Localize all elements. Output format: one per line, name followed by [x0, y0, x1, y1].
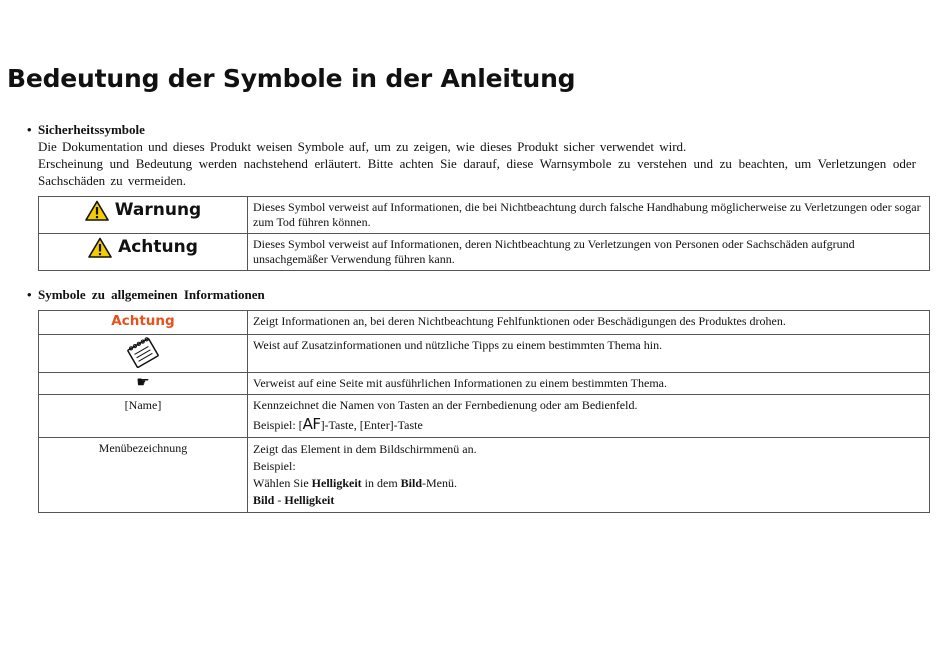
page-title: Bedeutung der Symbole in der Anleitung — [7, 64, 576, 93]
warnung-text: Warnung — [114, 200, 202, 220]
safety-paragraph-1: Die Dokumentation und dieses Produkt weisen Symbole auf, um zu zeigen, wie dieses Produkt sicher verwendet wird. — [38, 139, 687, 154]
table-row — [39, 438, 930, 513]
path-bild: Bild — [253, 493, 275, 507]
safety-heading-text: Sicherheitssymbole — [38, 122, 145, 137]
safety-section — [27, 121, 916, 189]
general-heading — [27, 286, 916, 303]
safety-paragraph-2: Erscheinung und Bedeutung werden nachstehend erläutert. Bitte achten Sie darauf, diese Warnsymbole zu verstehen und zu beachten, um Verletzungen oder Sachschäden zu vermeiden. — [38, 156, 916, 188]
safety-heading — [27, 121, 916, 138]
bullet-icon: • — [27, 122, 32, 137]
achtung-text: Achtung — [118, 237, 198, 257]
symbol-cell — [39, 234, 248, 271]
path-helligkeit: Helligkeit — [284, 493, 335, 507]
ex-mid: in dem — [361, 476, 401, 490]
symbol-cell — [39, 373, 248, 395]
table-row — [39, 373, 930, 395]
warnung-label — [85, 200, 201, 221]
ex-bild: Bild — [400, 476, 423, 490]
symbol-cell: Menübezeichnung — [39, 438, 248, 513]
general-section — [27, 286, 916, 303]
example-prefix: Beispiel: [ — [253, 418, 303, 432]
description-cell: Dieses Symbol verweist auf Informationen, deren Nichtbeachtung zu Verletzungen von Personen oder Sachschäden aufgrund unsachgemäßer Verwendung führen kann. — [248, 234, 930, 271]
symbol-cell: [Name] — [39, 395, 248, 438]
warning-triangle-icon — [88, 237, 112, 258]
ex-suffix: -Menü. — [422, 476, 458, 490]
ex-helligkeit: Helligkeit — [311, 476, 362, 490]
description-cell: Dieses Symbol verweist auf Informationen, die bei Nichtbeachtung durch falsche Handhabung möglicherweise zu Verletzungen oder sogar zum Tod führen können. — [248, 197, 930, 234]
table-row — [39, 395, 930, 438]
menu-description: Zeigt das Element in dem Bildschirmmenü an. — [253, 442, 477, 456]
notepad-icon — [125, 336, 161, 368]
general-heading-text: Symbole zu allgemeinen Informationen — [38, 287, 265, 302]
description-cell: Verweist auf eine Seite mit ausführlichen Informationen zu einem bestimmten Thema. — [248, 373, 930, 395]
table-row — [39, 197, 930, 234]
ex-prefix: Wählen Sie — [253, 476, 312, 490]
name-example — [253, 417, 924, 433]
af-key-label: AF — [302, 415, 321, 433]
description-cell — [248, 438, 930, 513]
symbol-cell — [39, 311, 248, 335]
achtung-label — [88, 237, 198, 258]
menu-path — [253, 492, 924, 509]
pointing-hand-icon: ☛ — [136, 375, 150, 391]
table-row — [39, 335, 930, 373]
table-row — [39, 234, 930, 271]
table-row — [39, 311, 930, 335]
description-cell: Zeigt Informationen an, bei deren Nichtbeachtung Fehlfunktionen oder Beschädigungen des Produktes drohen. — [248, 311, 930, 335]
bullet-icon: • — [27, 287, 32, 302]
warning-triangle-icon — [85, 200, 109, 221]
description-cell — [248, 395, 930, 438]
achtung-caution-label: Achtung — [111, 313, 175, 329]
safety-symbols-table — [38, 196, 930, 271]
path-separator: - — [274, 493, 285, 507]
symbol-cell — [39, 335, 248, 373]
name-description: Kennzeichnet die Namen von Tasten an der Fernbedienung oder am Bedienfeld. — [253, 398, 638, 412]
menu-example-label: Beispiel: — [253, 459, 296, 473]
example-suffix: ]-Taste, [Enter]-Taste — [320, 418, 423, 432]
symbol-cell — [39, 197, 248, 234]
description-cell: Weist auf Zusatzinformationen und nützliche Tipps zu einem bestimmten Thema hin. — [248, 335, 930, 373]
general-symbols-table — [38, 310, 930, 513]
menu-example-sentence — [253, 475, 924, 492]
